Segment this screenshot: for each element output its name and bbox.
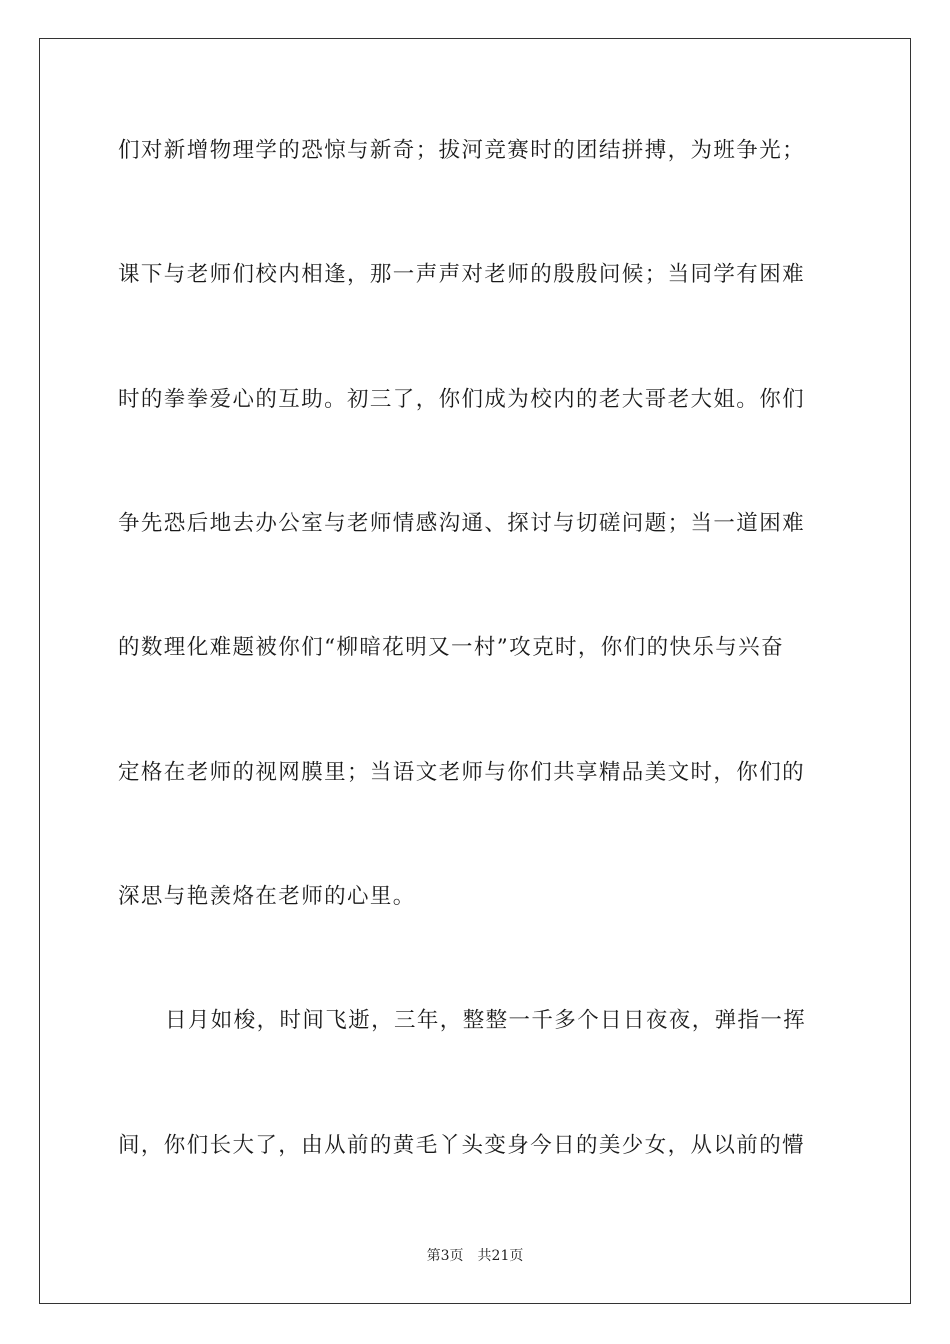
text-line: 课下与老师们校内相逢，那一声声对老师的殷殷问候；当同学有困难 <box>118 262 806 287</box>
text-line: 间，你们长大了，由从前的黄毛丫头变身今日的美少女，从以前的懵 <box>118 1133 806 1158</box>
page-footer <box>0 1246 950 1266</box>
total-pages: 共21页 <box>477 1248 524 1264</box>
paragraph-first-line: 日月如梭，时间飞逝，三年，整整一千多个日日夜夜，弹指一挥 <box>165 1008 807 1033</box>
page-number: 第3页 <box>426 1248 464 1264</box>
text-line: 的数理化难题被你们“柳暗花明又一村”攻克时，你们的快乐与兴奋 <box>118 635 784 660</box>
text-line: 争先恐后地去办公室与老师情感沟通、探讨与切磋问题；当一道困难 <box>118 511 806 536</box>
page-border <box>39 38 911 1304</box>
text-line: 深思与艳羡烙在老师的心里。 <box>118 884 416 909</box>
text-line: 时的拳拳爱心的互助。初三了，你们成为校内的老大哥老大姐。你们 <box>118 387 806 412</box>
text-line: 们对新增物理学的恐惊与新奇；拔河竞赛时的团结拼搏，为班争光； <box>118 138 806 163</box>
text-line: 定格在老师的视网膜里；当语文老师与你们共享精品美文时，你们的 <box>118 760 806 785</box>
